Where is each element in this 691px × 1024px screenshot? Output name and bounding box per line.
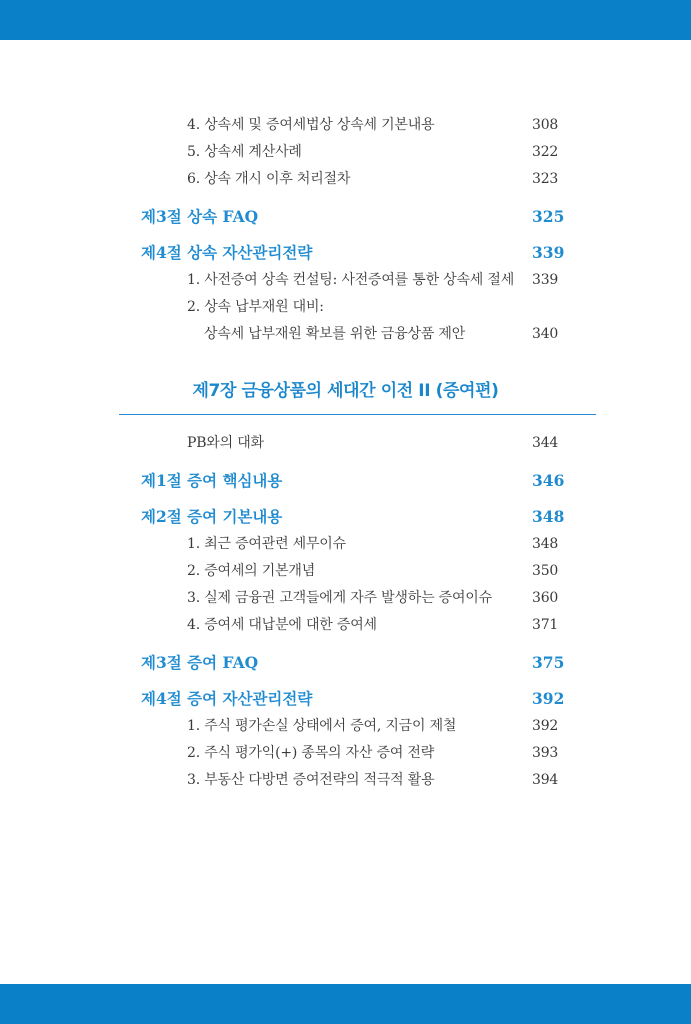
section-page: 339 <box>532 243 565 262</box>
toc-entry-page: 371 <box>532 617 559 633</box>
bottom-color-band <box>0 984 691 1024</box>
toc-entry-title: 5. 상속세 계산사례 <box>187 144 302 160</box>
section-title: 제3절 상속 FAQ <box>141 207 259 226</box>
section-title: 제4절 상속 자산관리전략 <box>141 243 313 262</box>
toc-entry-title: 3. 부동산 다방면 증여전략의 적극적 활용 <box>187 772 435 788</box>
toc-entry-title: 6. 상속 개시 이후 처리절차 <box>187 171 351 187</box>
toc-entry-title: 4. 증여세 대납분에 대한 증여세 <box>187 617 377 633</box>
toc-entry-title: 1. 최근 증여관련 세무이슈 <box>187 536 346 552</box>
toc-entry-page: 348 <box>532 536 559 552</box>
section-title: 제4절 증여 자산관리전략 <box>141 689 313 708</box>
toc-entry-title: 4. 상속세 및 증여세법상 상속세 기본내용 <box>187 117 435 133</box>
toc-entry-title: 3. 실제 금융권 고객들에게 자주 발생하는 증여이슈 <box>187 590 492 606</box>
section-page: 346 <box>532 471 565 490</box>
toc-entry-page: 392 <box>532 718 559 734</box>
chapter-title: 제7장 금융상품의 세대간 이전 II (증여편) <box>192 381 499 401</box>
toc-entry-page: 393 <box>532 745 559 761</box>
toc-entry-title: 상속세 납부재원 확보를 위한 금융상품 제안 <box>204 326 466 342</box>
toc-entry-page: 308 <box>532 117 559 133</box>
toc-entry-page: 394 <box>532 772 559 788</box>
toc-entry-title: 1. 주식 평가손실 상태에서 증여, 지금이 제철 <box>187 718 457 734</box>
toc-entry-page: 340 <box>532 326 559 342</box>
toc-entry-page: 339 <box>532 272 559 288</box>
toc-entry-title: 2. 상속 납부재원 대비: <box>187 299 324 315</box>
toc-entry-title: 2. 주식 평가익(+) 종목의 자산 증여 전략 <box>187 745 435 761</box>
section-page: 375 <box>532 653 565 672</box>
toc-entry-page: 322 <box>532 144 559 160</box>
section-page: 325 <box>532 207 565 226</box>
toc-entry-title: 2. 증여세의 기본개념 <box>187 563 316 579</box>
section-title: 제3절 증여 FAQ <box>141 653 259 672</box>
chapter-divider <box>119 414 596 415</box>
toc-entry-page: 350 <box>532 563 559 579</box>
toc-entry-title: 1. 사전증여 상속 컨설팅: 사전증여를 통한 상속세 절세 <box>187 272 515 288</box>
section-page: 392 <box>532 689 565 708</box>
toc-entry-page: 360 <box>532 590 559 606</box>
section-title: 제1절 증여 핵심내용 <box>141 471 283 490</box>
toc-entry-page: 323 <box>532 171 559 187</box>
toc-entry-title: PB와의 대화 <box>187 435 264 451</box>
toc-entry-page: 344 <box>532 435 559 451</box>
section-page: 348 <box>532 507 565 526</box>
top-color-band <box>0 0 691 40</box>
section-title: 제2절 증여 기본내용 <box>141 507 283 526</box>
